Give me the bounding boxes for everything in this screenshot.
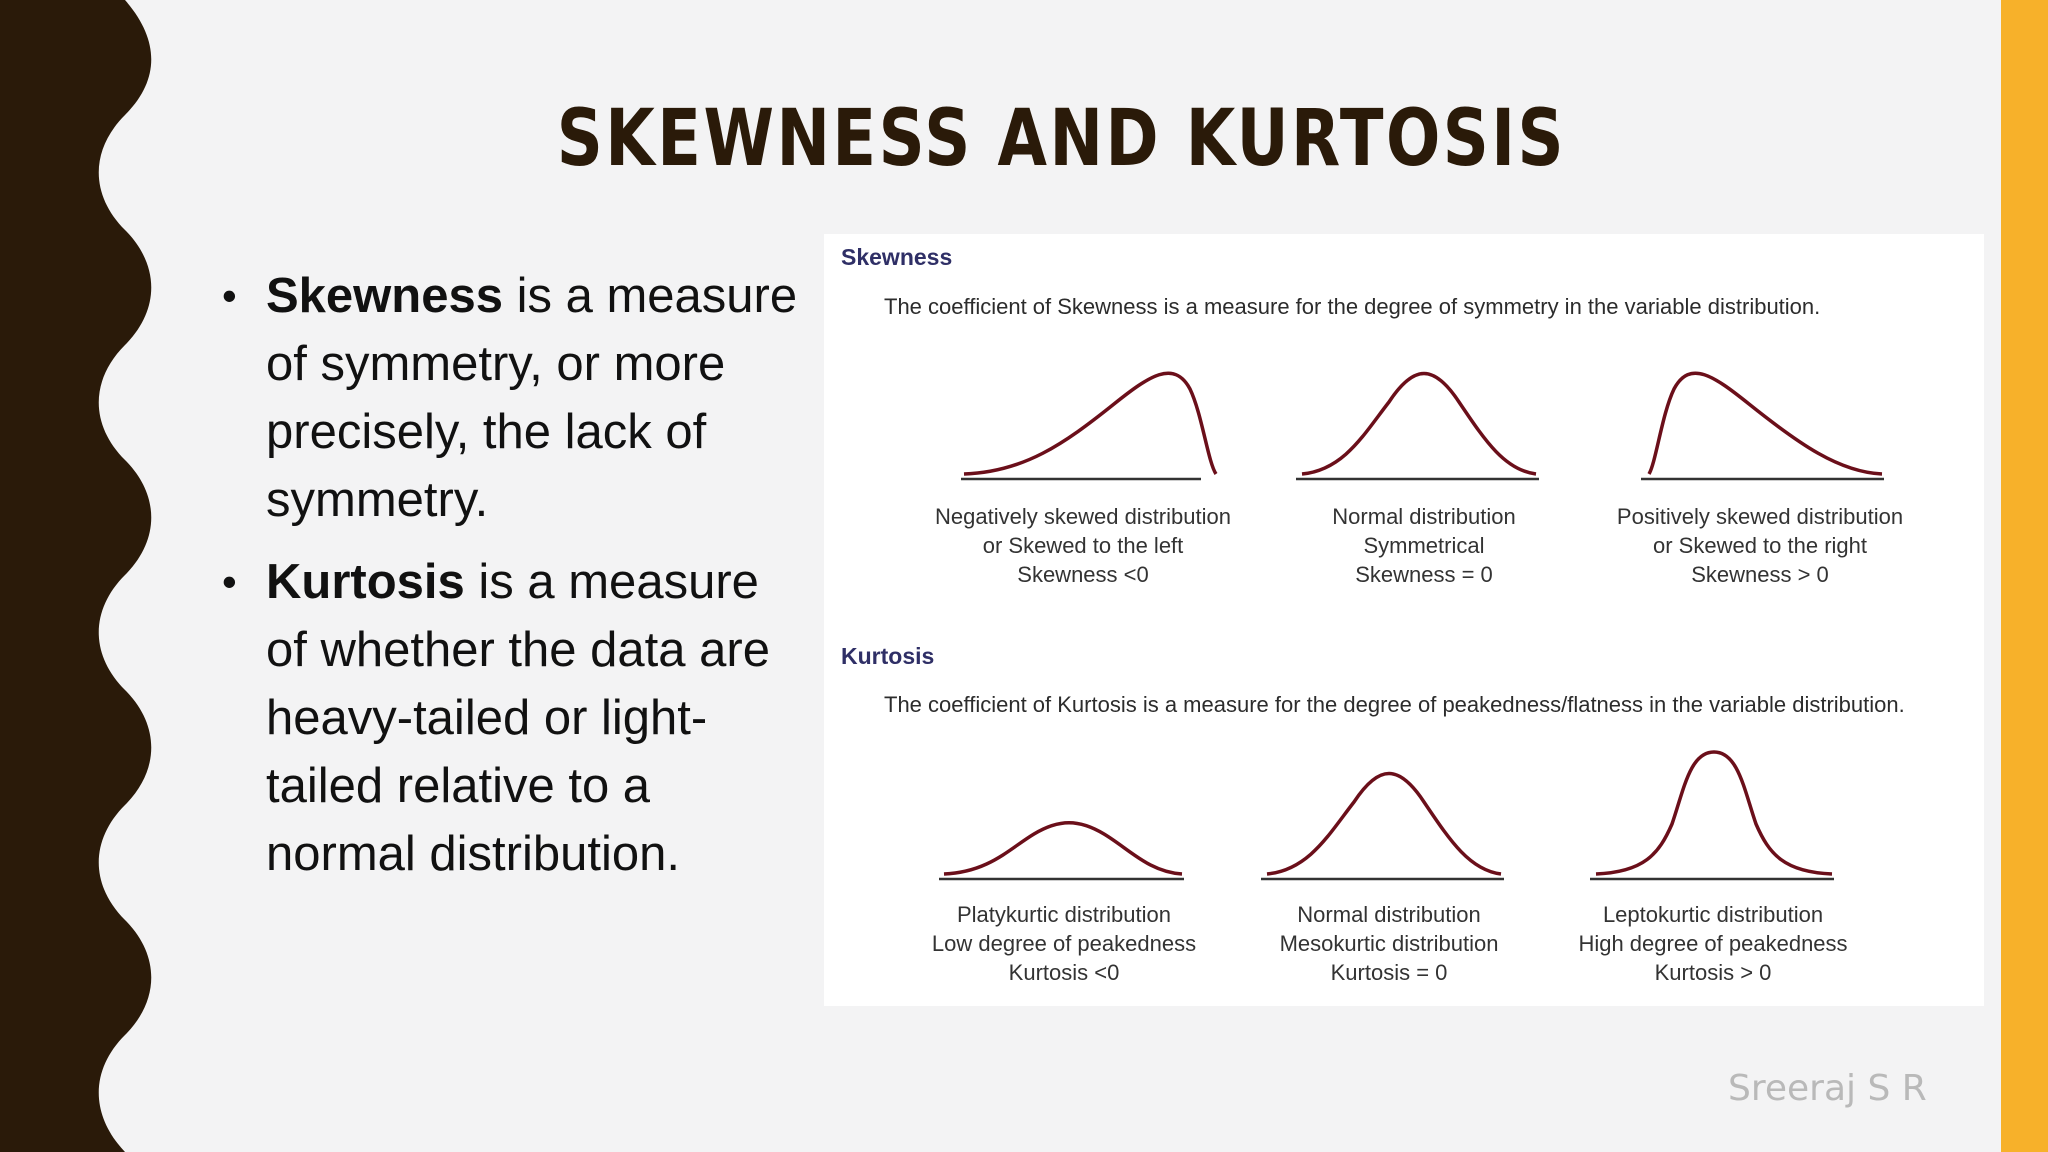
caption-line: Kurtosis > 0 (1654, 960, 1772, 985)
bullet-dot: • (222, 558, 237, 605)
caption-line: Positively skewed distribution (1616, 504, 1904, 529)
bullet-text: is a measure of whether the data are heavy-tailed or light-tailed relative to a normal distribution. (266, 555, 770, 881)
caption-positively-skewed (1600, 502, 1920, 589)
caption-line: Skewness <0 (1017, 562, 1149, 587)
platykurtic-curve (944, 823, 1182, 874)
caption-line: Skewness > 0 (1691, 562, 1829, 587)
caption-line: Mesokurtic distribution (1279, 931, 1499, 956)
leptokurtic-curve (1596, 752, 1832, 874)
bullet-text: is a measure of symmetry, or more precisely, the lack of symmetry. (266, 269, 798, 527)
kurtosis-description: The coefficient of Kurtosis is a measure for the degree of peakedness/flatness in the variable distribution. (884, 692, 1905, 717)
author-credit: Sreeraj S R (1728, 1068, 1927, 1109)
caption-line: Skewness = 0 (1355, 562, 1493, 587)
normal-curve (1302, 374, 1536, 475)
caption-line: Kurtosis = 0 (1330, 960, 1448, 985)
right-skewed-curve (1649, 373, 1882, 474)
distribution-curves (824, 234, 1984, 1006)
skewness-heading: Skewness (841, 244, 953, 270)
bullet-dot: • (222, 272, 237, 319)
caption-line: High degree of peakedness (1578, 931, 1848, 956)
caption-line: Symmetrical (1363, 533, 1485, 558)
skewness-kurtosis-figure (824, 234, 1984, 1006)
caption-mesokurtic (1229, 900, 1549, 987)
skewness-description: The coefficient of Skewness is a measure for the degree of symmetry in the variable distribution. (884, 294, 1821, 319)
caption-line: Normal distribution (1332, 504, 1516, 529)
bullet-kurtosis (222, 548, 802, 888)
caption-line: Kurtosis <0 (1008, 960, 1120, 985)
caption-line: Platykurtic distribution (957, 902, 1171, 927)
caption-line: or Skewed to the right (1652, 533, 1867, 558)
caption-platykurtic (904, 900, 1224, 987)
caption-negatively-skewed (923, 502, 1243, 589)
mesokurtic-curve (1267, 774, 1501, 875)
caption-line: Leptokurtic distribution (1602, 902, 1824, 927)
bullet-list (222, 262, 802, 902)
bullet-term: Kurtosis (266, 555, 465, 609)
left-skewed-curve (964, 373, 1216, 474)
caption-line: Low degree of peakedness (931, 931, 1197, 956)
caption-normal-symmetrical (1264, 502, 1584, 589)
bullet-term: Skewness (266, 269, 503, 323)
decorative-wavy-band (0, 0, 160, 1152)
caption-line: or Skewed to the left (982, 533, 1184, 558)
kurtosis-heading: Kurtosis (841, 643, 935, 669)
caption-line: Negatively skewed distribution (935, 504, 1231, 529)
bullet-skewness (222, 262, 802, 534)
decorative-accent-bar (2001, 0, 2048, 1152)
caption-line: Normal distribution (1297, 902, 1481, 927)
caption-leptokurtic (1553, 900, 1873, 987)
slide-title: SKEWNESS AND KURTOSIS (556, 94, 1567, 184)
